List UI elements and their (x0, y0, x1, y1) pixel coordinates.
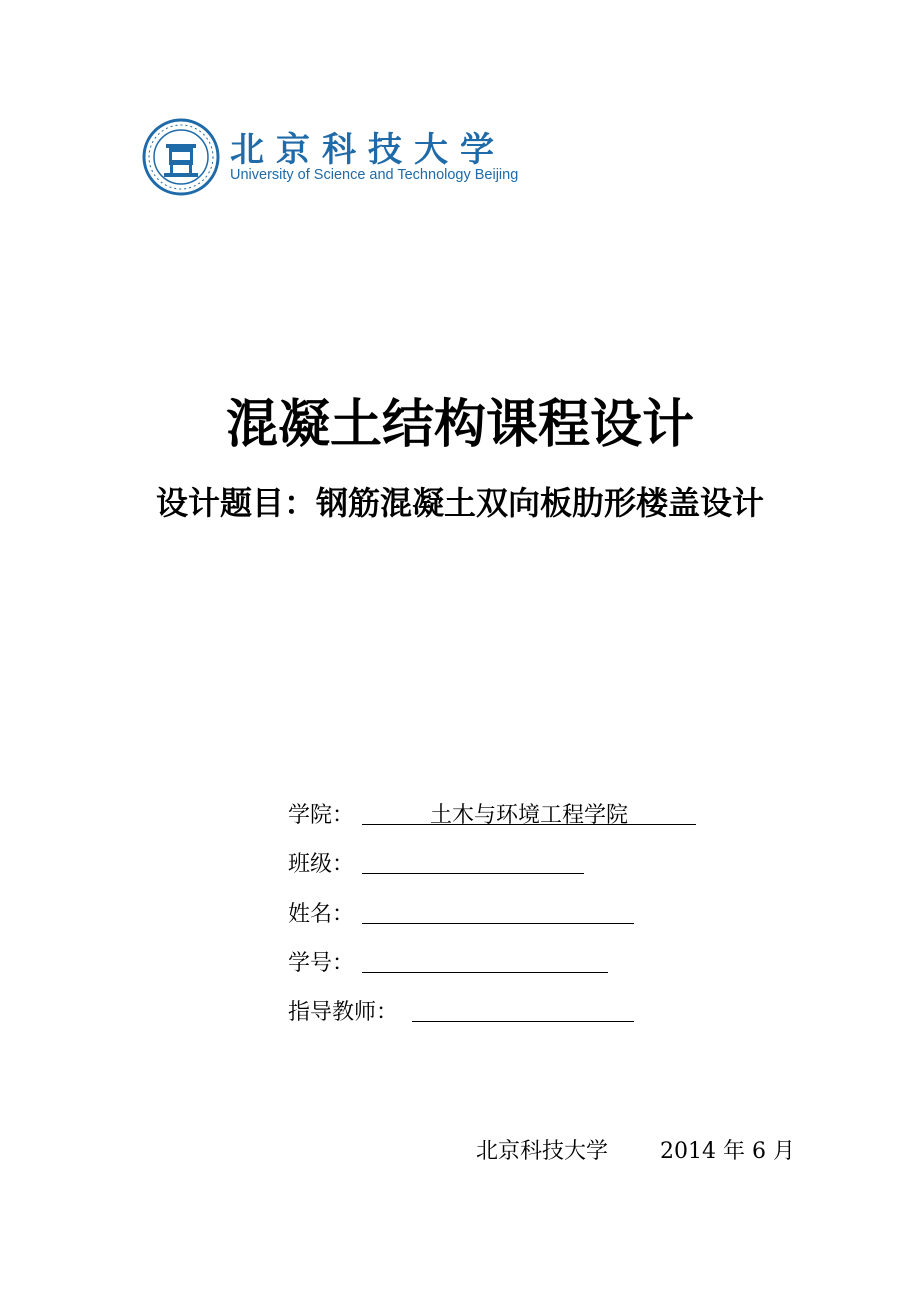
student-id-label: 学号： (288, 951, 355, 976)
name-label: 姓名： (288, 902, 355, 927)
footer-university: 北京科技大学 (476, 1139, 609, 1164)
college-value: 土木与环境工程学院 (429, 803, 628, 828)
student-id-line[interactable] (362, 946, 608, 973)
college-field (288, 798, 708, 830)
class-line[interactable] (362, 847, 584, 874)
university-name-cn: 北京科技大学 (230, 130, 506, 170)
college-line (362, 798, 696, 828)
advisor-field (288, 995, 648, 1027)
university-seal-icon (142, 118, 220, 196)
name-line[interactable] (362, 897, 634, 924)
page-title: 混凝土结构课程设计 (225, 394, 694, 455)
student-id-field (288, 946, 618, 978)
design-topic: 设计题目：钢筋混凝土双向板肋形楼盖设计 (155, 484, 764, 522)
university-logo (142, 116, 519, 196)
college-label: 学院： (288, 803, 355, 828)
university-name-en: University of Science and Technology Beijing (230, 167, 519, 183)
name-field (288, 897, 648, 929)
class-field (288, 847, 598, 879)
class-label: 班级： (288, 852, 355, 877)
advisor-label: 指导教师： (288, 1000, 399, 1025)
footer-date: 2014 年 6 月 (660, 1139, 795, 1164)
advisor-line[interactable] (412, 995, 634, 1022)
